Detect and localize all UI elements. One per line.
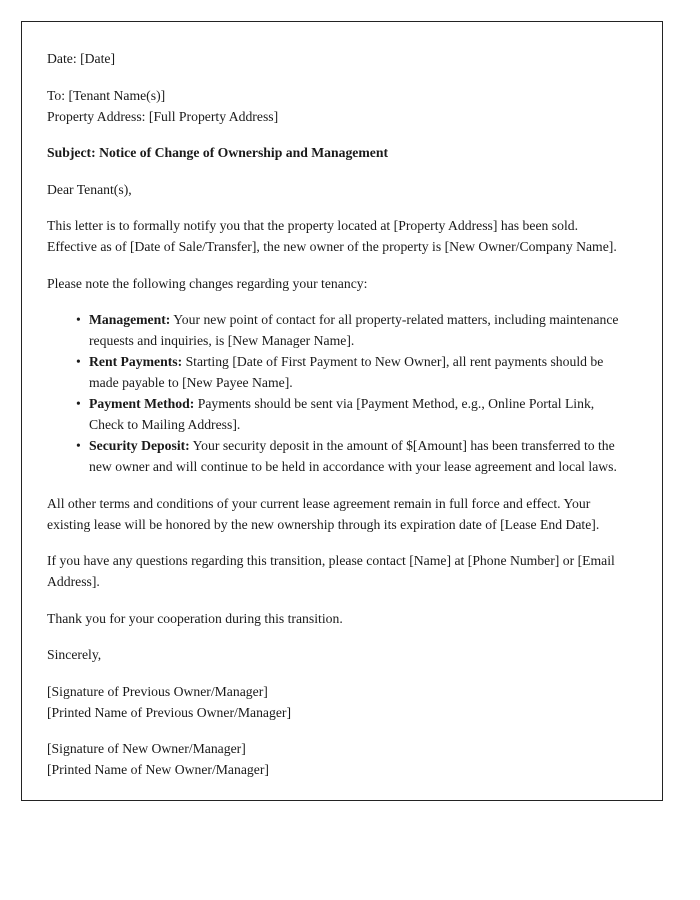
bullet-icon: • — [76, 312, 81, 327]
date-line: Date: [Date] — [47, 51, 116, 66]
recipient-to-line: To: [Tenant Name(s)] — [47, 87, 166, 103]
bullet-body: Your security deposit in the amount of $[Amount] has been transferred to the new owner and will continue to be held in accordance with your lease agreement and local laws. — [89, 438, 617, 474]
bullet-content — [89, 438, 617, 474]
new-owner-signature-line: [Signature of New Owner/Manager] — [47, 741, 246, 756]
bullet-icon: • — [76, 396, 81, 411]
list-item — [76, 309, 627, 351]
terms-paragraph: All other terms and conditions of your current lease agreement remain in full force and effect. Your existing lease will be honored by the new ownership through its expiration date of [Lease End Date]. — [47, 495, 600, 532]
bullet-body: Starting [Date of First Payment to New Owner], all rent payments should be made payable to [New Payee Name]. — [89, 354, 604, 390]
previous-owner-signature-line: [Signature of Previous Owner/Manager] — [47, 683, 268, 699]
bullet-content — [89, 354, 603, 390]
intro-paragraph: This letter is to formally notify you that the property located at [Property Address] has been sold. Effective as of [Date of Sale/Transfer], the new owner of the property is [New Owner/Company Name]. — [47, 218, 617, 254]
contact-paragraph: If you have any questions regarding this transition, please contact [Name] at [Phone Number] or [Email Address]. — [47, 553, 615, 589]
list-item — [76, 435, 627, 477]
bullet-body: Your new point of contact for all property-related matters, including maintenance requests and inquiries, is [New Manager Name]. — [89, 312, 619, 348]
recipient-block — [47, 85, 627, 127]
thanks-paragraph: Thank you for your cooperation during this transition. — [47, 610, 343, 626]
bullet-label: Security Deposit: — [89, 438, 190, 453]
bullet-label: Payment Method: — [89, 396, 195, 411]
bullet-content — [89, 312, 618, 348]
recipient-property-address-line: Property Address: [Full Property Address] — [47, 108, 279, 124]
list-item — [76, 393, 627, 435]
bullet-body: Payments should be sent via [Payment Method, e.g., Online Portal Link, Check to Mailing Address]. — [89, 396, 595, 432]
tenancy-changes-list — [47, 309, 627, 477]
previous-owner-signature-block — [47, 681, 627, 723]
list-item — [76, 351, 627, 393]
bullet-label: Management: — [89, 312, 171, 327]
bullet-label: Rent Payments: — [89, 354, 183, 369]
previous-owner-printed-name-line: [Printed Name of Previous Owner/Manager] — [47, 704, 292, 720]
subject-line: Subject: Notice of Change of Ownership and Management — [47, 145, 389, 160]
bullet-icon: • — [76, 354, 81, 369]
new-owner-signature-block — [47, 738, 627, 780]
closing-salutation: Sincerely, — [47, 647, 102, 662]
letter-page-frame — [21, 21, 663, 801]
new-owner-printed-name-line: [Printed Name of New Owner/Manager] — [47, 762, 269, 777]
bullet-icon: • — [76, 438, 81, 453]
salutation: Dear Tenant(s), — [47, 181, 132, 197]
list-intro-paragraph: Please note the following changes regarding your tenancy: — [47, 275, 368, 291]
bullet-content — [89, 396, 594, 432]
letter-content — [47, 48, 627, 796]
